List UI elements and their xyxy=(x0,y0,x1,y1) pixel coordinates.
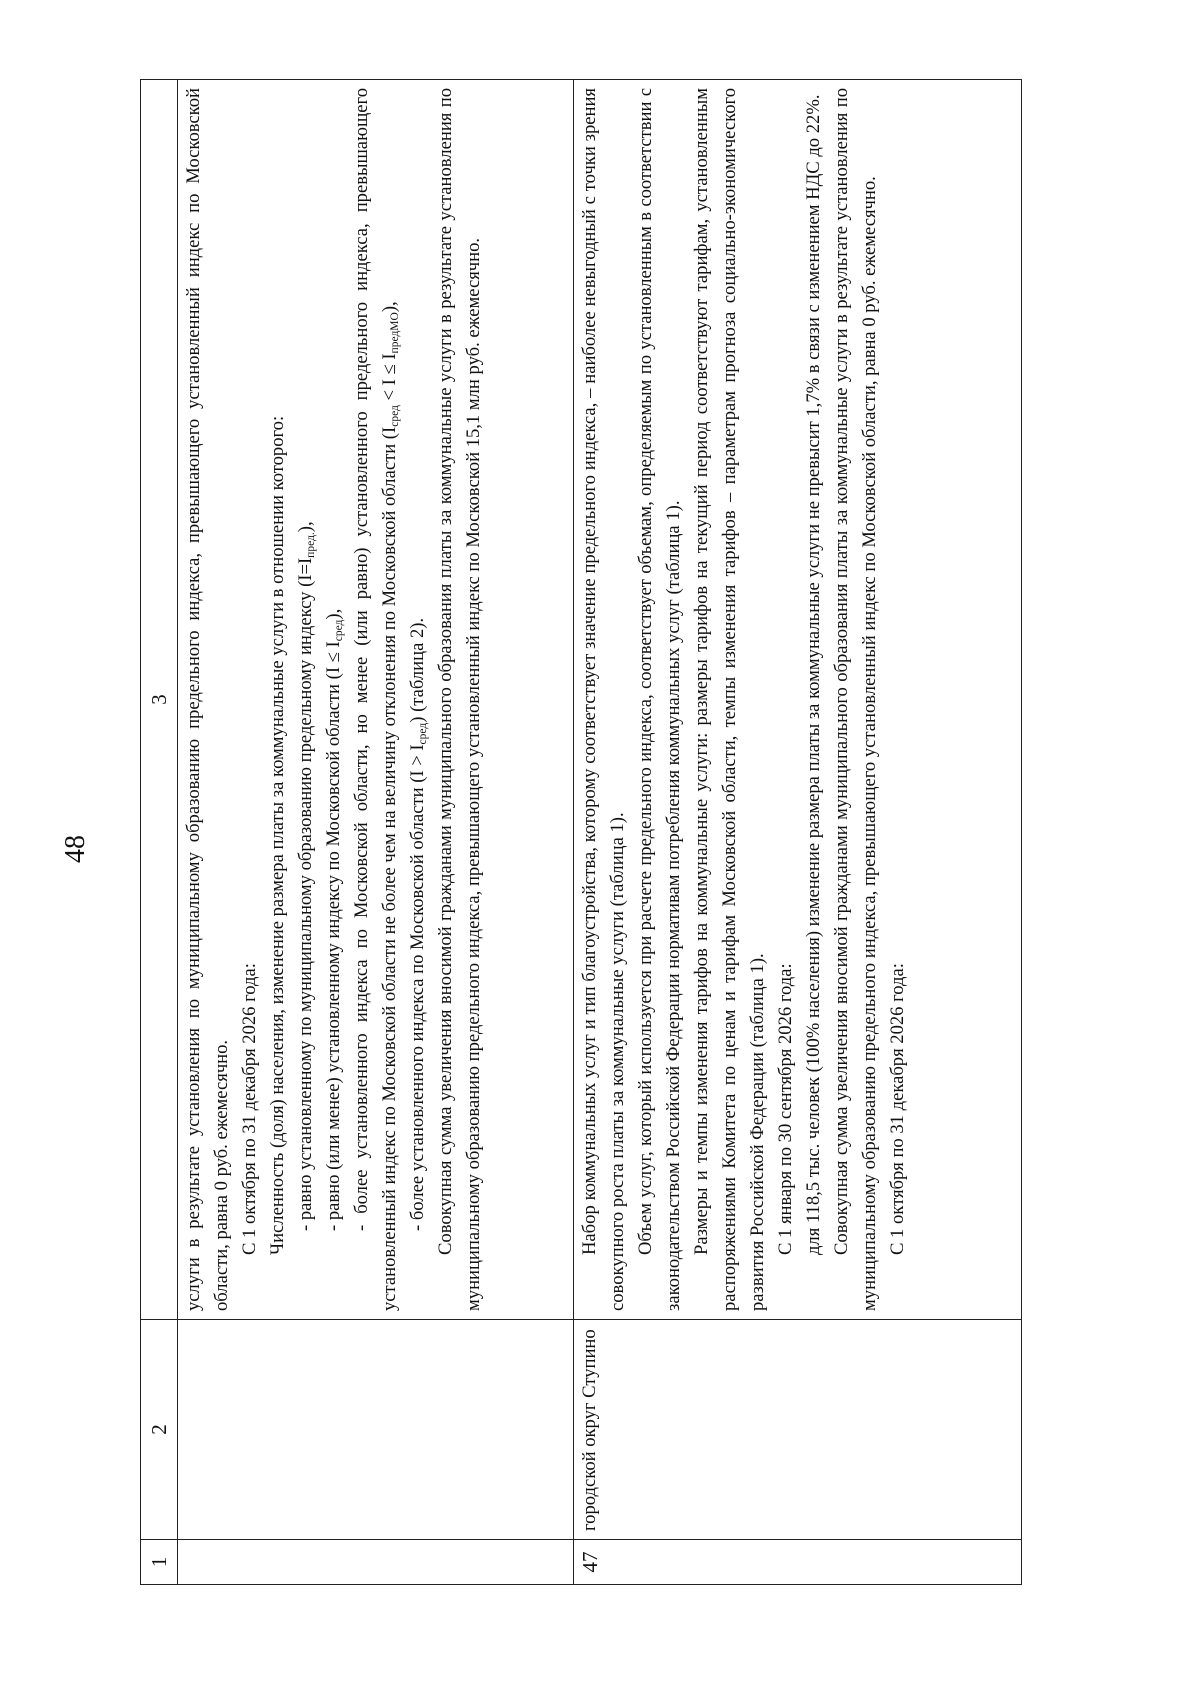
row47-paragraph-3: Размеры и темпы изменения тарифов на коммунальные услуги: размеры тарифов на текущий период соответствуют тарифам, установленным распоряжениями Комитета по ценам и тарифам Московской области, темпы изменения тарифов – параметрам прогноза социально-экономического развития Российской Федерации (таблица 1). xyxy=(691,88,768,1311)
municipality-cell: городской округ Ступино xyxy=(574,1320,1022,1540)
row46-paragraph-6 xyxy=(348,88,404,1311)
page-number xyxy=(62,835,90,863)
page-number-text: 48 xyxy=(60,835,91,863)
regulation-table xyxy=(140,79,1022,1585)
row46-p6-end: ), xyxy=(379,301,400,313)
row46-paragraph-8: Совокупная сумма увеличения вносимой гражданами муниципального образования платы за коммунальные услуги в результате установления по муниципальному образованию предельного индекса, превышающего установленный индекс по Московской 15,1 млн руб. ежемесячно. xyxy=(435,88,484,1311)
row46-p6-sub2: предМО xyxy=(389,312,401,354)
row46-paragraph-7 xyxy=(404,88,432,1311)
row47-paragraph-1: Набор коммунальных услуг и тип благоустройства, которому соответствует значение предельного индекса, – наиболее невыгодный с точки зрения совокупного роста платы за коммунальные услуги (таблица 1). xyxy=(579,88,628,1311)
row46-p4-text: - равно установленному по муниципальному образованию предельному индексу (I=I xyxy=(295,557,316,1231)
row47-paragraph-6: Совокупная сумма увеличения вносимой гражданами муниципального образования платы за коммунальные услуги в результате установления по муниципальному образованию предельного индекса, превышающего установленный индекс по Московской области, равна 0 руб. ежемесячно. xyxy=(831,88,880,1311)
row46-paragraph-2: С 1 октября по 31 декабря 2026 года: xyxy=(239,963,260,1255)
row46-p5-sub: сред xyxy=(333,619,345,642)
row-number-cell: 47 xyxy=(574,1540,1022,1585)
rotated-table-container xyxy=(140,80,1020,1585)
municipality-cell xyxy=(178,1320,574,1540)
row46-p5-text: - равно (или менее) установленному индексу по Московской области (I ≤ I xyxy=(323,641,344,1231)
row46-paragraph-1: услуги в результате установления по муниципальному образованию предельного индекса, превышающего установленный индекс по Московской области, равна 0 руб. ежемесячно. xyxy=(183,88,232,1311)
row47-paragraph-5: для 118,5 тыс. человек (100% населения) изменение размера платы за коммунальные услуги не превысит 1,7% в связи с изменением НДС до 22%. xyxy=(803,94,824,1255)
row46-p6-mid: < I ≤ I xyxy=(379,353,400,406)
row47-paragraph-7: С 1 октября по 31 декабря 2026 года: xyxy=(887,963,908,1255)
row46-p5-end: ), xyxy=(323,608,344,620)
row46-p6-text: - более установленного индекса по Московской области, но менее (или равно) установленного предельного индекса, превышающего установленный индекс по Московской области не более чем на величину отклонения по Московской области (I xyxy=(351,88,400,1311)
table-row xyxy=(178,80,574,1585)
table-header-row xyxy=(141,80,178,1585)
row46-p7-sub: сред xyxy=(417,722,429,745)
header-col-3: 3 xyxy=(141,80,178,1320)
row46-p7-end: ) (таблица 2). xyxy=(407,617,428,723)
row46-p7-text: - более установленного индекса по Московской области (I > I xyxy=(407,744,428,1231)
row-number-cell xyxy=(178,1540,574,1585)
header-col-2: 2 xyxy=(141,1320,178,1540)
row47-paragraph-2: Объем услуг, который используется при расчете предельного индекса, соответствует объемам, определяемым по установленным в соответствии с законодательством Российской Федерации нормативам потребления коммунальных услуг (таблица 1). xyxy=(635,88,684,1311)
description-cell xyxy=(178,80,574,1320)
row46-p4-sub: пред. xyxy=(305,532,317,558)
row46-paragraph-4 xyxy=(292,88,320,1311)
description-cell xyxy=(574,80,1022,1320)
table-row xyxy=(574,80,1022,1585)
row46-p6-sub1: сред xyxy=(389,405,401,427)
row46-paragraph-3: Численность (доля) населения, изменение размера платы за коммунальные услуги в отношении которого: xyxy=(267,415,288,1255)
header-col-1: 1 xyxy=(141,1540,178,1585)
row46-paragraph-5 xyxy=(320,88,348,1311)
row46-p4-end: ), xyxy=(295,521,316,533)
row47-paragraph-4: С 1 января по 30 сентября 2026 года: xyxy=(775,963,796,1255)
